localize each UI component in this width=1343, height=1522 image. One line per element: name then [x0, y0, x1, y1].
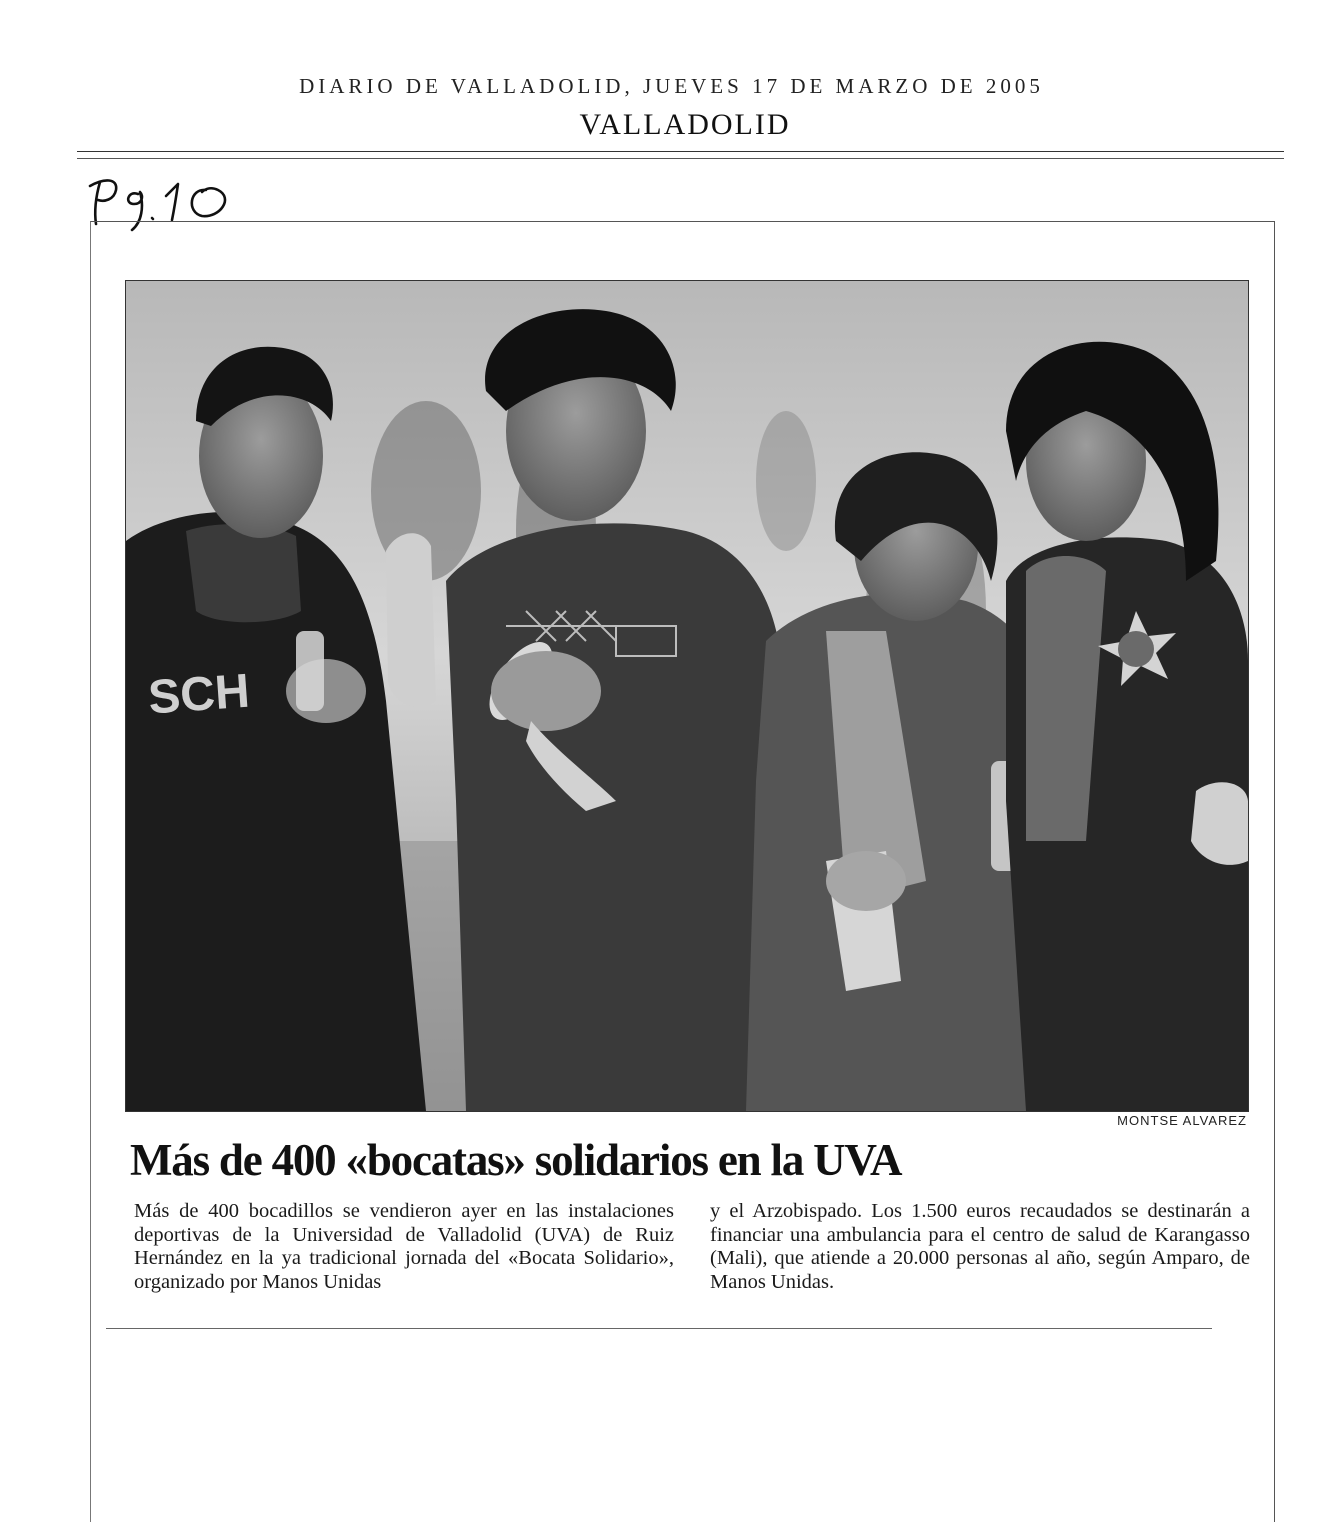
section-title: VALLADOLID: [579, 108, 791, 141]
header-rule-top: [77, 151, 1284, 152]
shirt-lettering: SCH: [146, 664, 252, 725]
header-rule-bottom: [77, 158, 1284, 159]
photo-credit: MONTSE ALVAREZ: [1117, 1113, 1247, 1128]
article-headline: Más de 400 «bocatas» solidarios en la UVA: [130, 1135, 902, 1185]
article-body-column-1: Más de 400 bocadillos se vendieron ayer en las instalaciones deportivas de la Universidad de Valladolid (UVA) de Ruiz Hernández en la ya tradicional jornada del «Bocata Solidario», organizado por Manos Unidas: [134, 1200, 674, 1293]
newspaper-masthead: DIARIO DE VALLADOLID, JUEVES 17 DE MARZO DE 2005: [299, 74, 1044, 98]
news-photo: [125, 280, 1249, 1112]
footer-rule: [106, 1328, 1212, 1329]
article-body-column-2: y el Arzobispado. Los 1.500 euros recaudados se destinarán a financiar una ambulancia para el centro de salud de Karangasso (Mali), que atiende a 20.000 personas al año, según Amparo, de Manos Unidas.: [710, 1200, 1250, 1293]
students-eating-sandwiches-photo: [126, 281, 1248, 1111]
